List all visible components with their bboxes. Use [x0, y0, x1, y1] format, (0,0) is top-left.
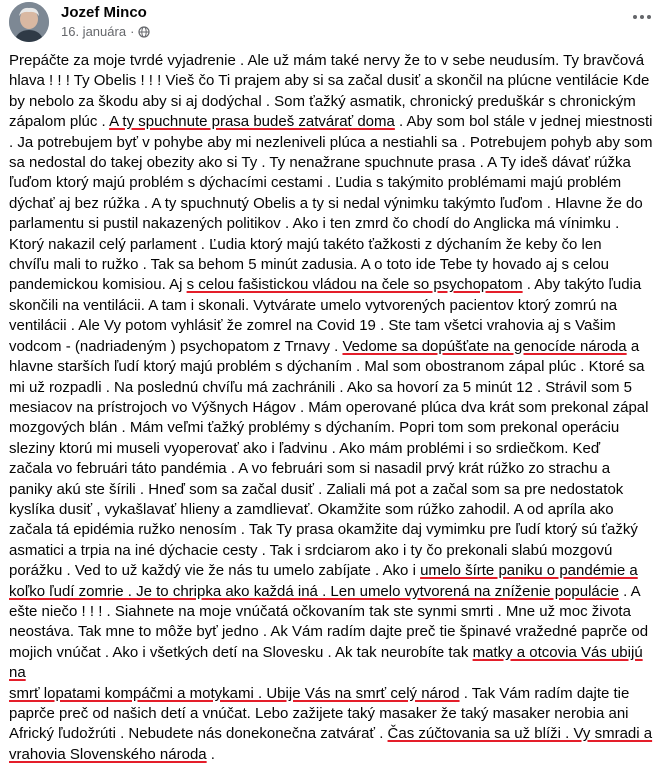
post-text-line	[9, 561, 661, 581]
post-text-segment: vodcom - (nadriadeným ) psychopatom z Trnavy .	[9, 337, 343, 355]
post-text-segment: dýchať aj bez rúžka . A ty spuchnutý Obelis a ty si nedal výnimku takýmto ľuďom . Hlavne že do	[9, 194, 643, 212]
post-text-line	[9, 418, 661, 438]
post-text-line	[9, 520, 661, 540]
post-text-segment: skončili na ventilácii. A tam i skonali. Vytvárate umelo vytvorených pacientov ktorý zomrú na	[9, 296, 618, 314]
post-text-line	[9, 92, 661, 112]
post-text-segment: Prepáčte za moje tvrdé vyjadrenie . Ale už mám také nervy že to v sebe neudusím. Ty bravčová	[9, 52, 645, 69]
post-text-line	[9, 398, 661, 418]
underlined-phrase: Vedome sa dopúšťate na genocíde národa	[342, 337, 627, 355]
post-text-line	[9, 439, 661, 459]
post-text-segment: začala tá epidémia ružko nenosím . Tak Ty prasa okamžite daj vymimku pre ľudí ktorý sú ťažký	[9, 521, 638, 539]
underlined-phrase: smrť lopatami kompáčmi a motykami . Ubije Vás na smrť celý národ	[9, 684, 460, 702]
post-text-line	[9, 296, 661, 316]
more-options-button[interactable]	[628, 6, 656, 28]
post-text-line	[9, 316, 661, 336]
post-text-line	[9, 337, 661, 357]
post-text-line	[9, 704, 661, 724]
post-text-line	[9, 684, 661, 704]
post-text-segment: mojich vnúčat . Ako i všetkých detí na Slovesku . Ak tak neurobíte tak	[9, 643, 473, 661]
post-text-segment: . Aby takýto ľudia	[522, 276, 642, 294]
globe-icon[interactable]	[138, 26, 150, 38]
post-text-line	[9, 235, 661, 255]
post-header	[0, 0, 668, 46]
post-text-line	[9, 357, 661, 377]
post-text-line	[9, 194, 661, 214]
post-text-segment: .	[206, 745, 215, 763]
post-text-segment: začala vo februári táto pandémia . A vo februári som si nasadil prvý krát rúžko zo strachu a	[9, 460, 611, 478]
post-text-segment: porážku . Ved to už každý vie že nás tu umelo zabíjate . Ako i	[9, 562, 421, 580]
post-text-segment: zápalom plúc .	[9, 113, 110, 131]
post-text-line	[9, 724, 661, 744]
post-text-segment: ešte niečo ! ! ! . Siahnete na moje vnúčatá očkovaním tak ste synmi smrti . Mne už moc života	[9, 602, 631, 620]
post-text-segment: asmatici a trpia na iné dýchacie cesty . Tak i srdciarom ako i ty čo prekonali slabú mozgovú	[9, 541, 613, 559]
post-text-line	[9, 480, 661, 500]
post-text-segment: a	[626, 337, 640, 355]
post-text-segment: mozgových blán . Mám veľmi ťažký problémy s dýchaním. Popri tom som prekonal operáciu	[9, 419, 620, 437]
post-text-line	[9, 582, 661, 602]
post-text-segment: paniky akú ste šírili . Hneď som sa začal dusiť . Zaliali má pot a začal som sa pre nedostatok	[9, 480, 624, 498]
post-text-segment: hlava ! ! ! Ty Obelis ! ! ! Vieš čo Ti prajem aby si sa začal dusiť a skončil na plúcne ventilácie Kde	[9, 72, 650, 90]
post-text-line	[9, 745, 661, 765]
post-text-line	[9, 133, 661, 153]
post-text-segment: by nebolo za škodu aby si aj dodýchal . Som ťažký asmatik, chronický preduškár s chronickým	[9, 92, 636, 110]
post-text-line	[9, 643, 661, 684]
post-text-segment: Africký ľudožrúti . Nebudete nás donekonečna zatvárať .	[9, 725, 388, 743]
post-text-segment: pandemickou komisiou. Aj	[9, 276, 187, 294]
post-text-segment: ľuďom ktorý majú problém s dýchacími cestami . Ľudia s takýmito problémami majú problém	[9, 174, 622, 192]
post-text-line	[9, 275, 661, 295]
post-text-segment: sa nedostal do takej obezity ako si Ty . Ty nenažrane spuchnute prasa . A Ty ideš dávať rúžka	[9, 154, 631, 172]
underlined-phrase: Čas zúčtovania sa už blíži . Vy smradi a	[387, 725, 653, 743]
post-text-line	[9, 153, 661, 173]
post-text-line	[9, 214, 661, 234]
post-text-segment: mesiacov na prístrojoch vo Výšnych Hágov . Mám operované plúca dva krát som prekonal zápal	[9, 398, 649, 416]
post-text-segment: neostáva. Tak mne to môže byť jedno . Ak Vám radím dajte preč tie špinavé vražedné paprče od	[9, 623, 649, 641]
underlined-phrase: A ty spuchnute prasa budeš zatvárať doma	[109, 113, 395, 131]
post-text-segment: sleziny ktorú mi museli vyoperovať ako i ľadvinu . Ako mám problémi i so srdiečkom. Keď	[9, 439, 601, 457]
post-text-segment: . Aby som bol stále v jednej miestnosti	[394, 113, 653, 131]
post-text-segment: . Ja potrebujem byť v pohybe aby mi nezleniveli plúca a nestiahli sa . Potrebujem pohyb aby som	[9, 133, 653, 151]
underlined-phrase: matky a otcovia Vás ubijú na	[9, 643, 643, 682]
underlined-phrase: umelo šírte paniku o pandémie a	[420, 562, 638, 580]
post-text-segment: . A	[618, 582, 641, 600]
post-text-line	[9, 622, 661, 642]
post-text-segment: paprče preč od našich detí a vnúčat. Lebo zažijete taký masaker že taký masaker nerobia ani	[9, 705, 629, 722]
underlined-phrase: s celou fašistickou vládou na čele so psychopatom	[186, 276, 523, 294]
post-text-line	[9, 459, 661, 479]
underlined-phrase: vrahovia Slovenského národa	[9, 745, 207, 763]
more-options-icon	[632, 14, 652, 20]
post-text-segment: Ktorý nakazil celý parlament . Ľudia ktorý majú takéto ťažkosti z dýchaním že keby čo len	[9, 235, 602, 253]
post-meta	[61, 24, 150, 39]
post-text-segment: parlamentu si pustil nakazených politikov . Ako i ten zmrd čo chodí do Anglicka má vínimku .	[9, 215, 620, 233]
author-name[interactable]: Jozef Minco	[61, 4, 147, 21]
avatar-photo-icon	[9, 2, 49, 42]
post-text-segment: . Tak Vám radím dajte tie	[459, 684, 630, 702]
underlined-phrase: koľko ľudí zomrie . Je to chripka ako každá iná . Len umelo vytvorená na zníženie populácie	[9, 582, 619, 600]
post-text-line	[9, 71, 661, 91]
post-text-line	[9, 51, 661, 71]
avatar[interactable]	[9, 2, 49, 42]
post-text-line	[9, 602, 661, 622]
post-text-line	[9, 255, 661, 275]
post-date[interactable]: 16. januára	[61, 24, 127, 39]
post-text-segment: mi už rozpadli . Na poslednú chvíľu má zachránili . Ako sa hovorí za 5 minút 12 . Strávil som 5	[9, 378, 632, 396]
post-text-segment: ventilácii . Ale Vy potom vyhlásiť že zomrel na Covid 19 . Ste tam všetci vrahovia aj s Vašim	[9, 317, 616, 335]
post-text-line	[9, 541, 661, 561]
post-text-segment: chvíľu mali to ružko . Tak sa behom 5 minút zadusia. A o toto ide Tebe ty hovado aj s celou	[9, 256, 609, 274]
post-text-line	[9, 173, 661, 193]
post-text-segment: hlavne starších ľudí ktorý majú problém s dýchaním . Mal som obostranom zápal plúc . Ktoré sa	[9, 358, 645, 376]
meta-separator: ·	[130, 24, 135, 39]
post-body-text	[9, 51, 661, 765]
post-text-line	[9, 500, 661, 520]
post-text-line	[9, 378, 661, 398]
post-text-segment: kyslíka dusiť , vykašlavať hlieny a zamdlievať. Okamžite som rúžko zahodil. A od apríla ako	[9, 500, 614, 518]
post-text-line	[9, 112, 661, 132]
